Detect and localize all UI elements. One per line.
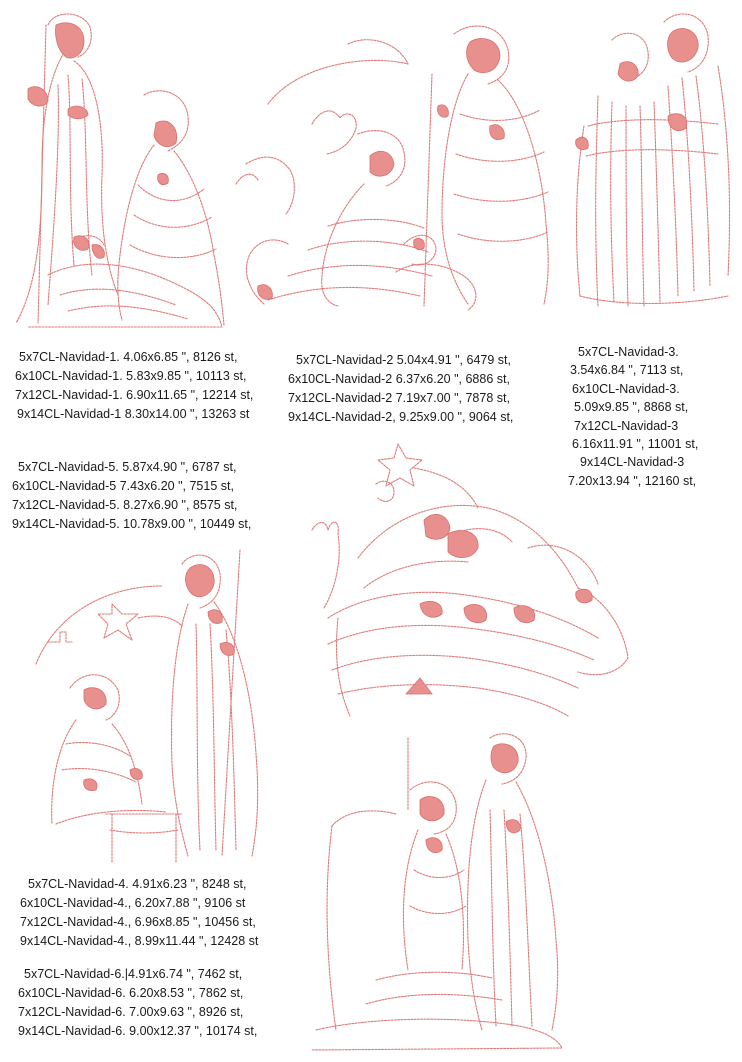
specs-navidad-4	[20, 875, 258, 951]
design-navidad-2	[228, 14, 560, 326]
spec-line: 7x12CL-Navidad-3	[574, 418, 679, 433]
design-navidad-4	[26, 544, 288, 862]
spec-line: 7.20x13.94 ", 12160 st,	[568, 473, 697, 488]
design-navidad-3	[568, 6, 736, 322]
spec-line: 6x10CL-Navidad-3.	[572, 381, 680, 396]
spec-line: 6x10CL-Navidad-2 6.37x6.20 ", 6886 st,	[288, 372, 510, 386]
specs-navidad-1	[15, 348, 253, 424]
spec-line: 5x7CL-Navidad-2 5.04x4.91 ", 6479 st,	[296, 353, 511, 367]
specs-navidad-2	[288, 351, 513, 427]
spec-line: 5x7CL-Navidad-3.	[578, 345, 679, 359]
design-navidad-6	[306, 730, 574, 1056]
spec-line: 5x7CL-Navidad-5. 5.87x4.90 ", 6787 st,	[18, 460, 237, 474]
spec-line: 5x7CL-Navidad-4. 4.91x6.23 ", 8248 st,	[28, 877, 247, 891]
spec-line: 9x14CL-Navidad-3	[580, 455, 685, 470]
spec-line: 9x14CL-Navidad-5. 10.78x9.00 ", 10449 st,	[12, 517, 252, 531]
spec-line: 7x12CL-Navidad-6. 7.00x9.63 ", 8926 st,	[18, 1005, 244, 1019]
spec-line: 6x10CL-Navidad-6. 6.20x8.53 ", 7862 st,	[18, 986, 244, 1000]
spec-line: 7x12CL-Navidad-2 7.19x7.00 ", 7878 st,	[288, 391, 510, 405]
spec-line: 5x7CL-Navidad-1. 4.06x6.85 ", 8126 st,	[19, 350, 238, 364]
spec-line: 9x14CL-Navidad-2, 9.25x9.00 ", 9064 st,	[288, 410, 514, 424]
spec-line: 5x7CL-Navidad-6.|4.91x6.74 ", 7462 st,	[24, 967, 243, 981]
spec-line: 9x14CL-Navidad-1 8.30x14.00 ", 13263 st	[17, 407, 250, 421]
design-navidad-1	[8, 5, 234, 335]
spec-line: 6x10CL-Navidad-5 7.43x6.20 ", 7515 st,	[12, 479, 234, 493]
spec-line: 7x12CL-Navidad-5. 8.27x6.90 ", 8575 st,	[12, 498, 238, 512]
specs-navidad-6	[18, 965, 257, 1041]
spec-line: 3.54x6.84 ", 7113 st,	[570, 363, 684, 378]
spec-line: 7x12CL-Navidad-4., 6.96x8.85 ", 10456 st,	[20, 915, 256, 929]
spec-line: 6x10CL-Navidad-4., 6.20x7.88 ", 9106 st	[20, 896, 246, 910]
spec-line: 6.16x11.91 ", 11001 st,	[572, 437, 699, 452]
specs-navidad-5	[12, 458, 251, 534]
specs-navidad-3	[568, 343, 698, 490]
spec-line: 6x10CL-Navidad-1. 5.83x9.85 ", 10113 st,	[15, 369, 247, 383]
spec-line: 5.09x9.85 ", 8868 st,	[574, 400, 689, 415]
spec-line: 9x14CL-Navidad-6. 9.00x12.37 ", 10174 st,	[18, 1024, 258, 1038]
spec-line: 9x14CL-Navidad-4., 8.99x11.44 ", 12428 st	[20, 934, 259, 948]
spec-line: 7x12CL-Navidad-1. 6.90x11.65 ", 12214 st,	[15, 388, 254, 402]
